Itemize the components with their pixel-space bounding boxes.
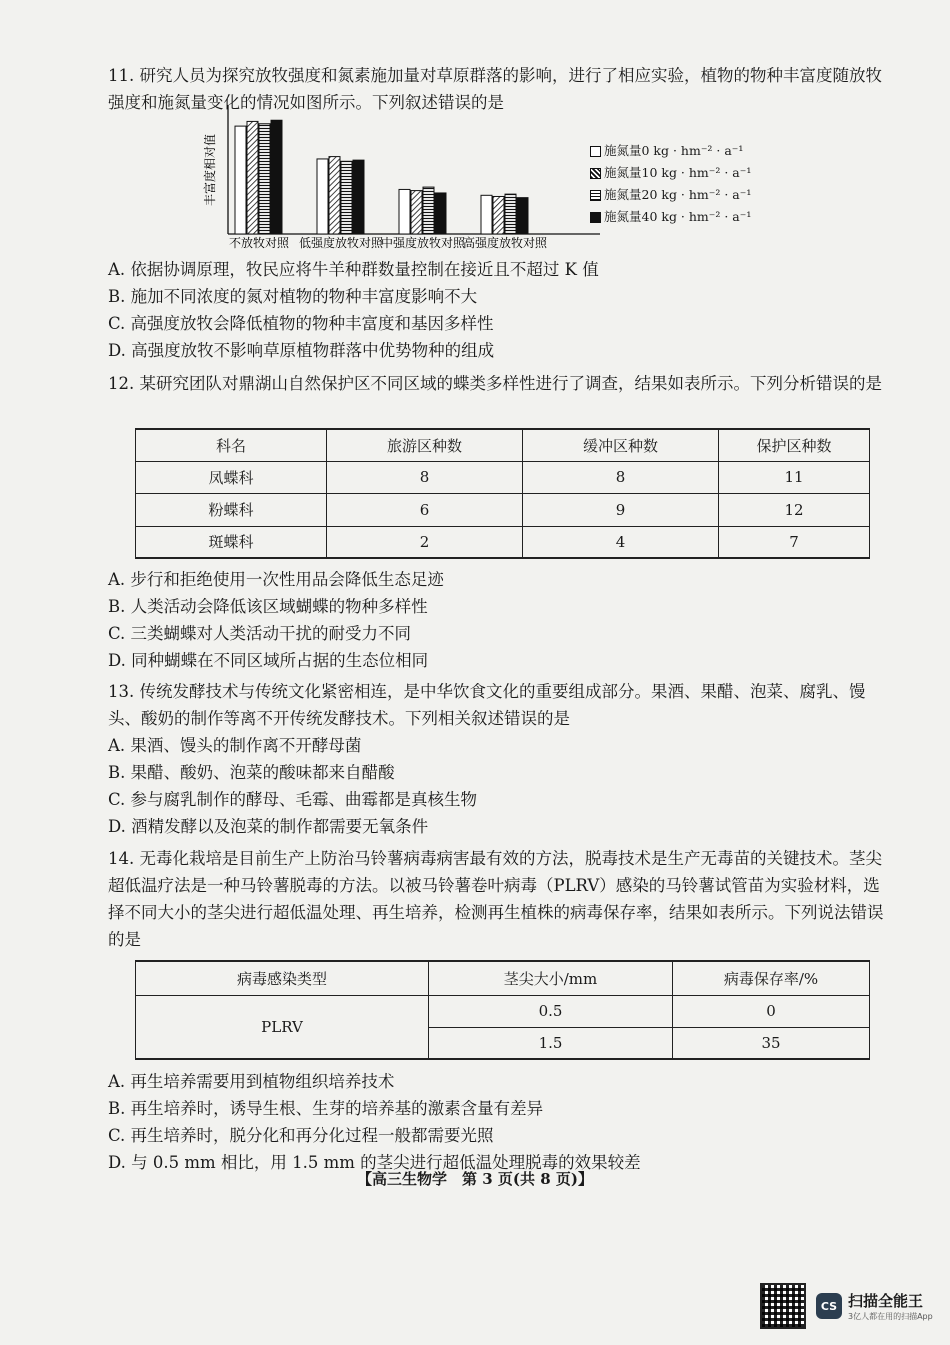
scanner-watermark bbox=[760, 1283, 933, 1329]
bar-2-3 bbox=[435, 193, 446, 234]
legend-swatch-solid bbox=[590, 212, 601, 223]
question-14-options bbox=[108, 1068, 888, 1176]
table-header-row bbox=[136, 429, 870, 461]
bar-0-1 bbox=[247, 121, 258, 234]
option-13-c: C. 参与腐乳制作的酵母、毛霉、曲霉都是真核生物 bbox=[108, 790, 478, 809]
legend-swatch-horiz bbox=[590, 190, 601, 201]
table-row: 1.5 35 bbox=[136, 1027, 870, 1059]
header-retention: 病毒保存率/% bbox=[673, 961, 870, 995]
x-tick-label: 中强度放牧对照 bbox=[380, 236, 466, 250]
bar-0-3 bbox=[271, 120, 282, 234]
question-13-stem: 13. 传统发酵技术与传统文化紧密相连，是中华饮食文化的重要组成部分。果酒、果醋、泡菜、腐乳、馒头、酸奶的制作等离不开传统发酵技术。下列相关叙述错误的是 bbox=[108, 682, 866, 728]
option-11-b: B. 施加不同浓度的氮对植物的物种丰富度影响不大 bbox=[108, 287, 478, 306]
table-header-row bbox=[136, 961, 870, 995]
bar-1-2 bbox=[341, 161, 352, 234]
bar-1-3 bbox=[353, 160, 364, 234]
header-buffer: 缓冲区种数 bbox=[523, 429, 719, 461]
butterfly-table bbox=[135, 428, 870, 559]
bar-3-2 bbox=[505, 194, 516, 234]
legend-swatch-diag bbox=[590, 168, 601, 179]
header-tourism: 旅游区种数 bbox=[327, 429, 523, 461]
virus-name-cell: PLRV bbox=[136, 995, 429, 1059]
option-11-d: D. 高强度放牧不影响草原植物群落中优势物种的组成 bbox=[108, 341, 495, 360]
question-12-stem: 12. 某研究团队对鼎湖山自然保护区不同区域的蝶类多样性进行了调查，结果如表所示。下列分析错误的是 bbox=[108, 374, 882, 393]
bar-2-2 bbox=[423, 187, 434, 234]
app-slogan: 3亿人都在用的扫描App bbox=[848, 1312, 933, 1321]
legend-item-1: 施氮量10 kg · hm⁻² · a⁻¹ bbox=[590, 162, 751, 184]
bar-0-2 bbox=[259, 124, 270, 234]
option-14-d: D. 与 0.5 mm 相比，用 1.5 mm 的茎尖进行超低温处理脱毒的效果较差 bbox=[108, 1153, 641, 1172]
option-11-c: C. 高强度放牧会降低植物的物种丰富度和基因多样性 bbox=[108, 314, 494, 333]
richness-bar-chart bbox=[200, 100, 600, 250]
question-13 bbox=[108, 678, 888, 840]
option-13-a: A. 果酒、馒头的制作离不开酵母菌 bbox=[108, 736, 362, 755]
option-14-c: C. 再生培养时，脱分化和再分化过程一般都需要光照 bbox=[108, 1126, 494, 1145]
question-14-stem: 14. 无毒化栽培是目前生产上防治马铃薯病毒病害最有效的方法，脱毒技术是生产无毒苗的关键技术。茎尖超低温疗法是一种马铃薯脱毒的方法。以被马铃薯卷叶病毒（PLRV）感染的马铃薯试管苗为实验材料，选择不同大小的茎尖进行超低温处理、再生培养，检测再生植株的病毒保存率，结果如表所示。下列说法错误的是 bbox=[108, 849, 884, 949]
table-row: PLRV 0.5 0 bbox=[136, 995, 870, 1027]
question-12 bbox=[108, 370, 888, 397]
app-logo-icon: CS bbox=[816, 1293, 842, 1319]
legend-swatch-empty bbox=[590, 146, 601, 157]
header-virus-type: 病毒感染类型 bbox=[136, 961, 429, 995]
bar-3-0 bbox=[481, 195, 492, 234]
table-row: 斑蝶科 2 4 7 bbox=[136, 526, 870, 558]
chart-legend bbox=[590, 140, 751, 228]
question-14 bbox=[108, 845, 888, 953]
option-12-d: D. 同种蝴蝶在不同区域所占据的生态位相同 bbox=[108, 651, 429, 670]
header-tip-size: 茎尖大小/mm bbox=[429, 961, 673, 995]
option-12-c: C. 三类蝴蝶对人类活动干扰的耐受力不同 bbox=[108, 624, 412, 643]
bar-2-0 bbox=[399, 189, 410, 234]
x-tick-label: 不放牧对照 bbox=[228, 236, 290, 250]
table-row: 凤蝶科 8 8 11 bbox=[136, 461, 870, 493]
legend-item-0: 施氮量0 kg · hm⁻² · a⁻¹ bbox=[590, 140, 751, 162]
bar-1-0 bbox=[317, 159, 328, 234]
header-family: 科名 bbox=[136, 429, 327, 461]
option-14-b: B. 再生培养时，诱导生根、生芽的培养基的激素含量有差异 bbox=[108, 1099, 544, 1118]
question-11-stem: 11. 研究人员为探究放牧强度和氮素施加量对草原群落的影响，进行了相应实验，植物的物种丰富度随放牧强度和施氮量变化的情况如图所示。下列叙述错误的是 bbox=[108, 66, 882, 112]
app-name: 扫描全能王 bbox=[848, 1292, 924, 1310]
option-14-a: A. 再生培养需要用到植物组织培养技术 bbox=[108, 1072, 395, 1091]
legend-item-3: 施氮量40 kg · hm⁻² · a⁻¹ bbox=[590, 206, 751, 228]
bar-0-0 bbox=[235, 126, 246, 234]
bar-2-1 bbox=[411, 191, 422, 234]
bar-3-3 bbox=[517, 198, 528, 234]
y-axis-label: 丰富度相对值 bbox=[203, 133, 217, 207]
bar-3-1 bbox=[493, 196, 504, 234]
option-11-a: A. 依据协调原理，牧民应将牛羊种群数量控制在接近且不超过 K 值 bbox=[108, 260, 599, 279]
option-13-b: B. 果醋、酸奶、泡菜的酸味都来自醋酸 bbox=[108, 763, 395, 782]
page-footer: 【高三生物学 第 3 页(共 8 页)】 bbox=[357, 1170, 593, 1188]
table-row: 粉蝶科 6 9 12 bbox=[136, 493, 870, 526]
question-12-options bbox=[108, 566, 888, 674]
option-12-b: B. 人类活动会降低该区域蝴蝶的物种多样性 bbox=[108, 597, 428, 616]
bar-1-1 bbox=[329, 157, 340, 234]
option-13-d: D. 酒精发酵以及泡菜的制作都需要无氧条件 bbox=[108, 817, 429, 836]
qr-code-icon bbox=[760, 1283, 806, 1329]
x-tick-label: 高强度放牧对照 bbox=[462, 236, 548, 250]
x-tick-label: 低强度放牧对照 bbox=[298, 236, 384, 250]
option-12-a: A. 步行和拒绝使用一次性用品会降低生态足迹 bbox=[108, 570, 444, 589]
question-11-options bbox=[108, 256, 888, 364]
legend-item-2: 施氮量20 kg · hm⁻² · a⁻¹ bbox=[590, 184, 751, 206]
virus-table bbox=[135, 960, 870, 1060]
header-protected: 保护区种数 bbox=[719, 429, 870, 461]
